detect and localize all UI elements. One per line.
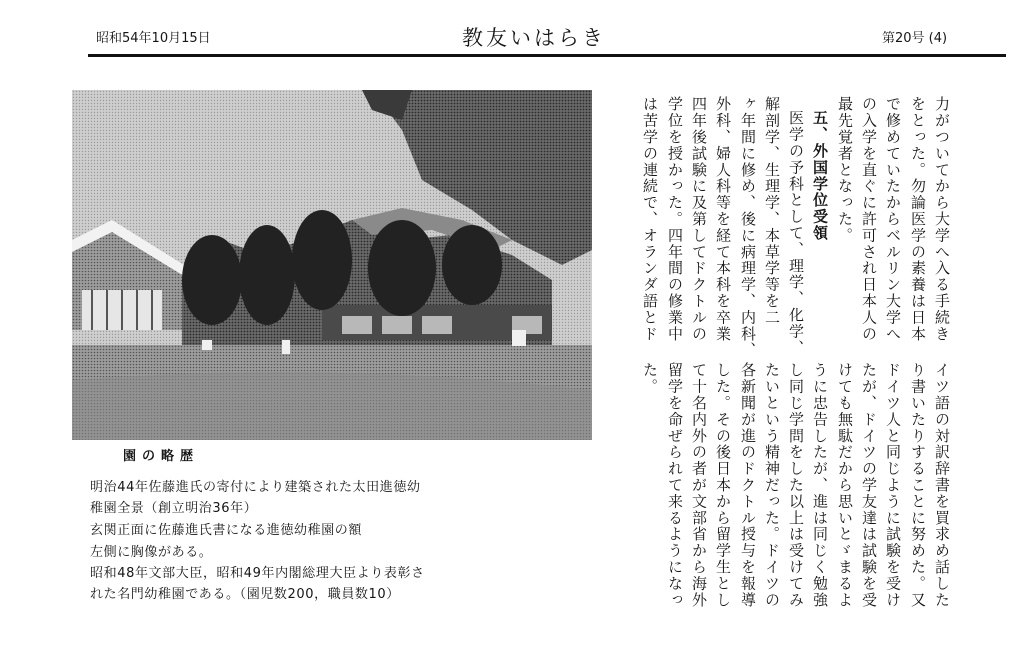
article-column: ドイツ人と同じように試験を受け	[884, 362, 902, 608]
newspaper-header	[0, 0, 1024, 62]
article-column: 医学の予科として、理学、化学、	[787, 110, 805, 356]
article-column: 学位を授かった。四年間の修業中	[666, 96, 684, 342]
article-column: の入学を直ぐに許可され日本人の	[860, 96, 878, 342]
article-column: 四年後試験に及第してドクトルの	[690, 96, 708, 342]
caption-line: 左側に胸像がある。	[90, 545, 213, 560]
article-column: 最先覚者となった。	[836, 96, 854, 244]
article-column: たいという精神だった。ドイツの	[763, 362, 781, 608]
section-heading: 五、外国学位受領	[811, 110, 829, 242]
newspaper-title: 教友いはらき	[462, 26, 606, 50]
kindergarten-photo	[72, 90, 592, 440]
header-rule	[88, 54, 1006, 57]
article-column: たが、ドイツの学友達は試験を受	[860, 362, 878, 608]
issue-date: 昭和54年10月15日	[96, 31, 211, 46]
caption-line: 昭和48年文部大臣，昭和49年内閣総理大臣より表彰さ	[90, 566, 425, 581]
article-column: ヶ年間に修め、後に病理学、内科、	[739, 96, 757, 359]
article-column: をとった。勿論医学の素養は日本	[909, 96, 927, 342]
caption-line: れた名門幼稚園である。（園児数200，職員数10）	[90, 587, 400, 602]
article-column: 力がついてから大学へ入る手続き	[933, 96, 951, 342]
article-column: 各新聞が進のドクトル授与を報導	[739, 362, 757, 608]
article-column: した。その後日本から留学生とし	[714, 362, 732, 608]
caption-line: 稚園全景（創立明治36年）	[90, 501, 258, 516]
article-column: 留学を命ぜられて来るようになっ	[666, 362, 684, 608]
article-column: けても無駄だから思いとゞまるよ	[836, 362, 854, 608]
article-column: 解剖学、生理学、本草学等を二	[763, 96, 781, 326]
article-column: た。	[641, 362, 659, 395]
article-column: し同じ学問をした以上は受けてみ	[787, 362, 805, 608]
article-column: イツ語の対訳辞書を買求め話した	[933, 362, 951, 608]
caption-heading: 園の略歴	[123, 449, 200, 464]
article-column: で修めていたからベルリン大学へ	[884, 96, 902, 342]
article-column: は苦学の連続で、オランダ語とド	[641, 96, 659, 342]
article-column: うに忠告したが、進は同じく勉強	[811, 362, 829, 608]
caption-line: 明治44年佐藤進氏の寄付により建築された太田進徳幼	[90, 480, 421, 495]
kindergarten-building-image	[72, 90, 592, 440]
issue-number: 第20号 (4)	[882, 31, 948, 46]
article-column: り書いたりすることに努めた。又	[909, 362, 927, 608]
caption-line: 玄関正面に佐藤進氏書になる進徳幼稚園の額	[90, 523, 363, 538]
article-column: て十名内外の者が文部省から海外	[690, 362, 708, 608]
article-column: 外科、婦人科等を経て本科を卒業	[714, 96, 732, 342]
